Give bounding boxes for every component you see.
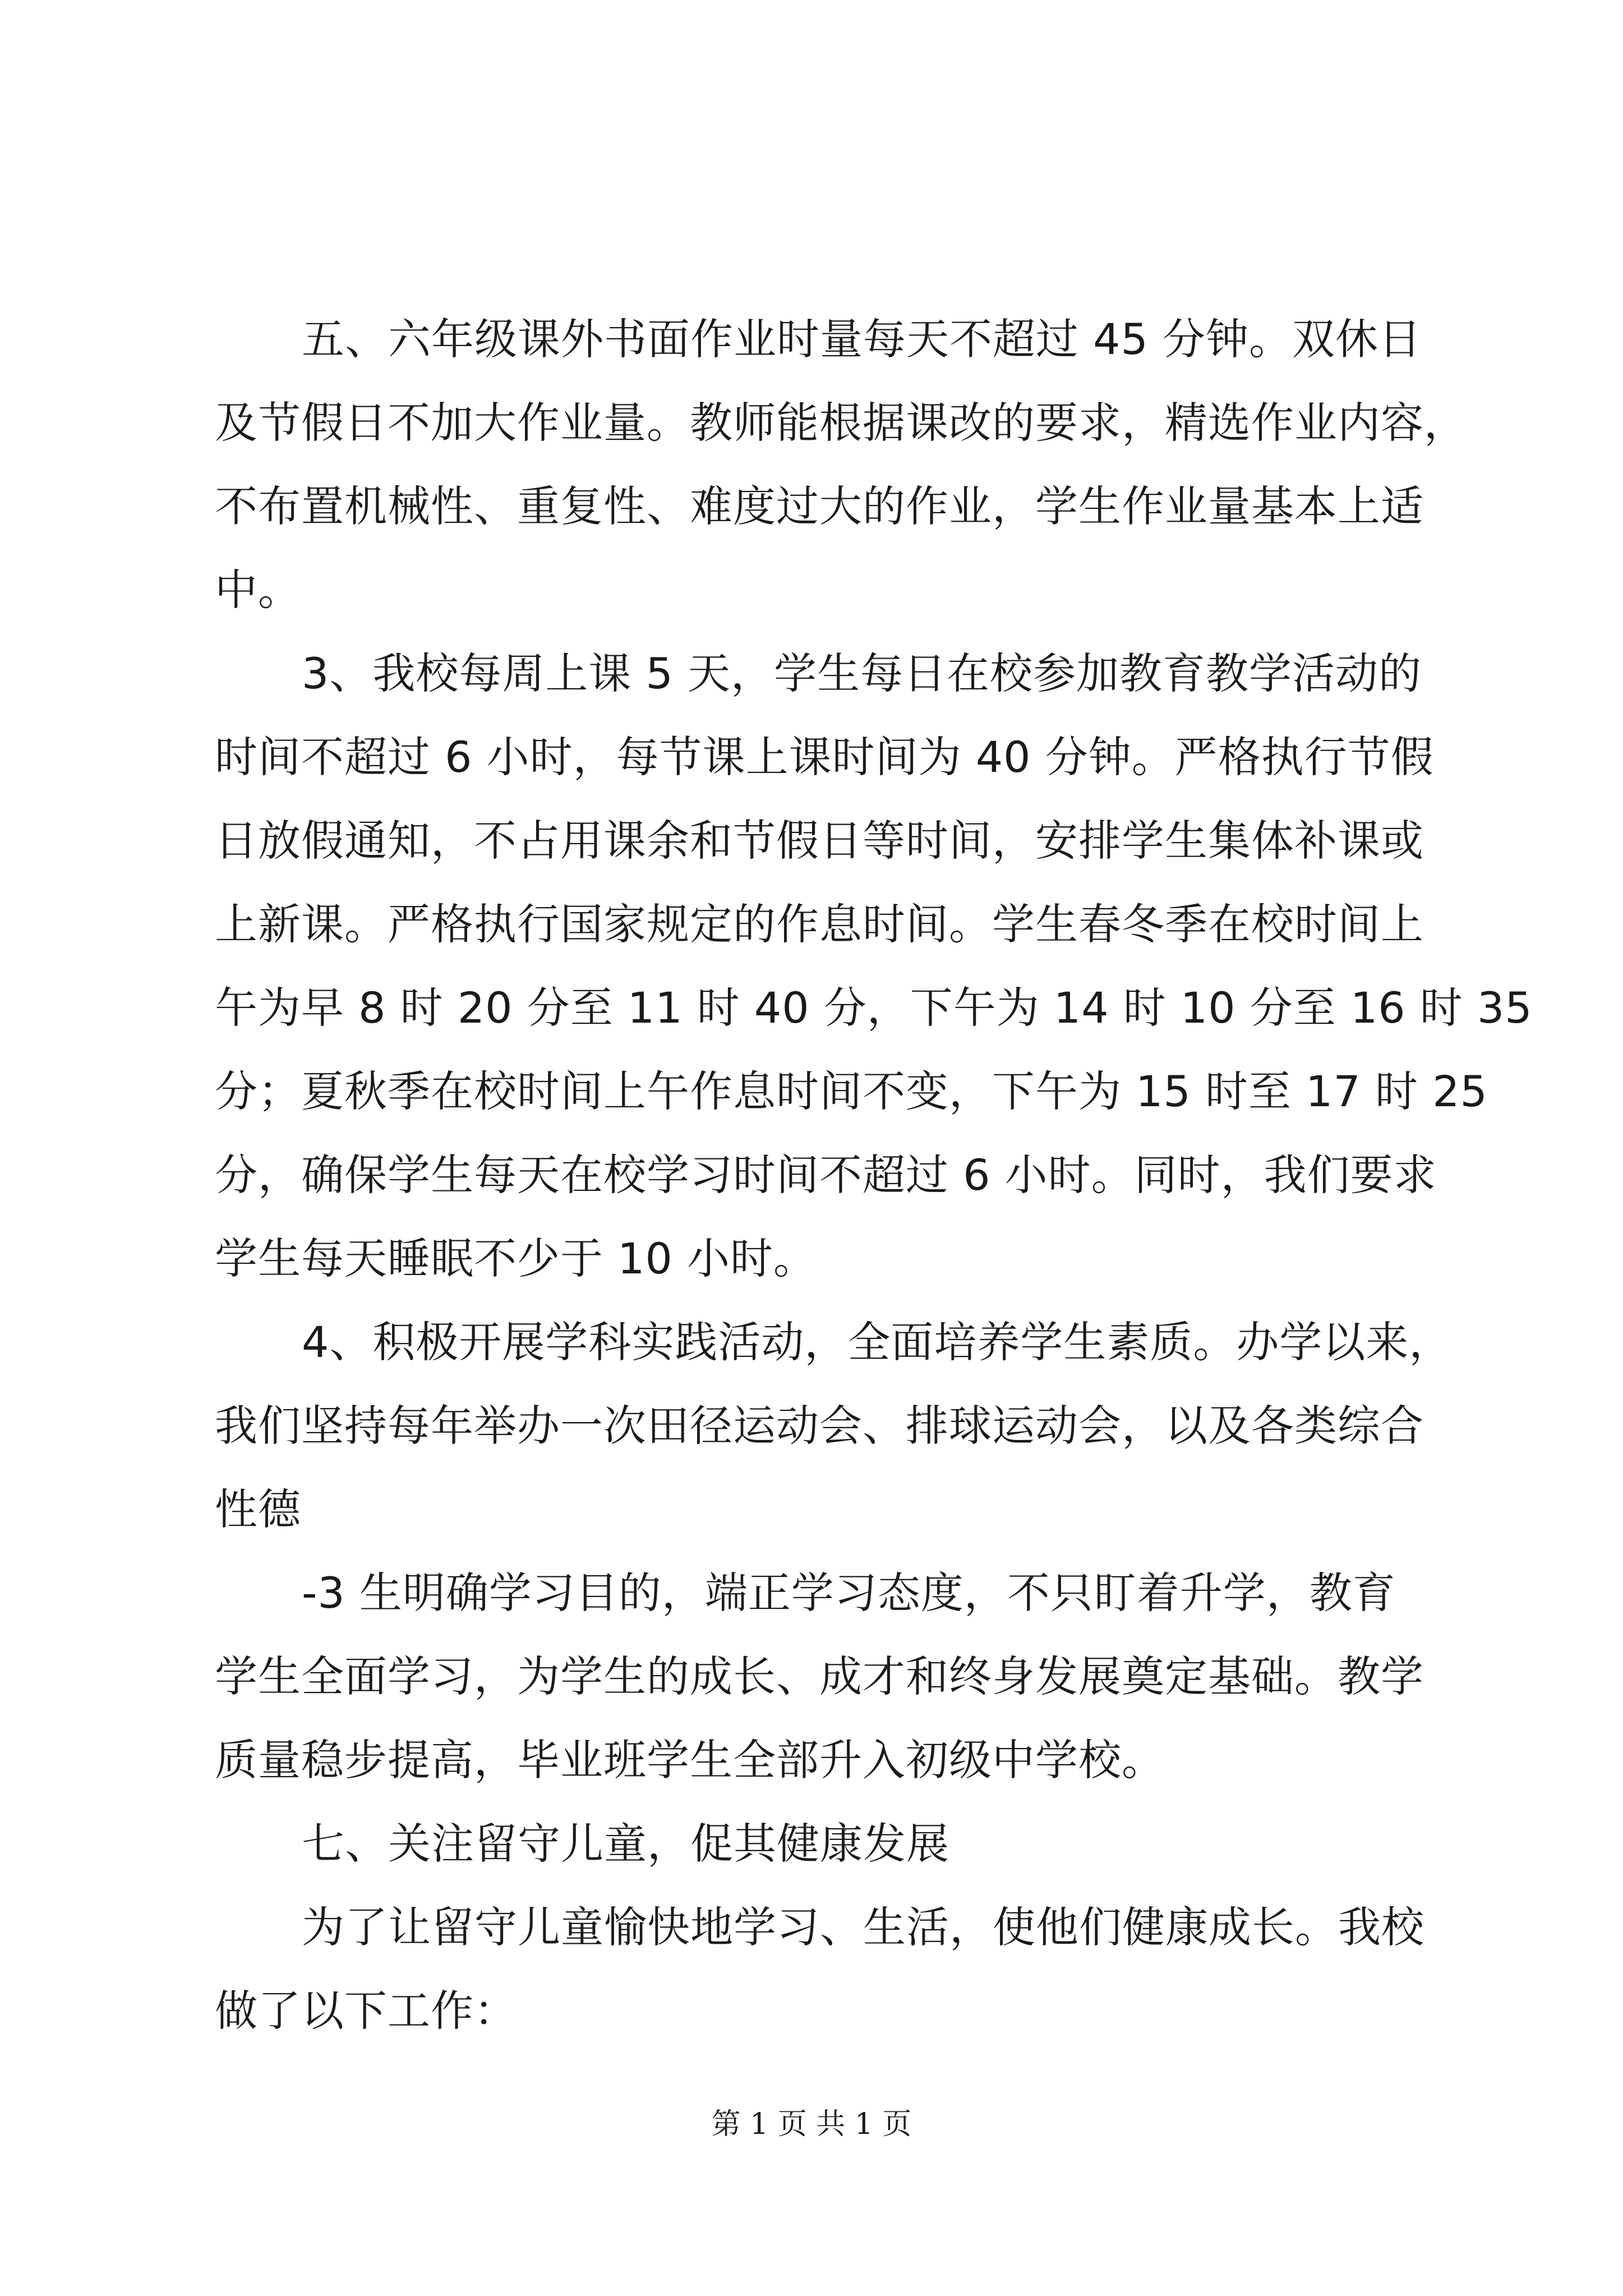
paragraph-5-line-1: 为了让留守儿童愉快地学习、生活，使他们健康成长。我校 — [302, 1902, 1424, 1952]
paragraph-4-line-1: -3 生明确学习目的，端正学习态度，不只盯着升学，教育 — [302, 1568, 1396, 1618]
paragraph-2-line-5: 午为早 8 时 20 分至 11 时 40 分，下午为 14 时 10 分至 16 时 35 — [215, 983, 1533, 1033]
paragraph-4-line-3: 质量稳步提高，毕业班学生全部升入初级中学校。 — [215, 1735, 1165, 1785]
paragraph-1-line-4: 中。 — [215, 565, 301, 615]
paragraph-2-line-1: 3、我校每周上课 5 天，学生每日在校参加教育教学活动的 — [302, 648, 1422, 698]
paragraph-3-line-1: 4、积极开展学科实践活动，全面培养学生素质。办学以来， — [302, 1317, 1453, 1367]
paragraph-2-line-8: 学生每天睡眠不少于 10 小时。 — [215, 1234, 817, 1283]
paragraph-2-line-3: 日放假通知，不占用课余和节假日等时间，安排学生集体补课或 — [215, 816, 1424, 866]
paragraph-2-line-7: 分，确保学生每天在校学习时间不超过 6 小时。同时，我们要求 — [215, 1150, 1437, 1200]
section-heading-7: 七、关注留守儿童，促其健康发展 — [302, 1819, 949, 1869]
paragraph-3-line-2: 我们坚持每年举办一次田径运动会、排球运动会，以及各类综合 — [215, 1401, 1424, 1451]
paragraph-1-line-2: 及节假日不加大作业量。教师能根据课改的要求，精选作业内容， — [215, 398, 1467, 448]
paragraph-2-line-4: 上新课。严格执行国家规定的作息时间。学生春冬季在校时间上 — [215, 899, 1424, 949]
page-number-footer: 第 1 页 共 1 页 — [711, 2108, 912, 2141]
paragraph-1-line-1: 五、六年级课外书面作业时量每天不超过 45 分钟。双休日 — [302, 314, 1422, 364]
paragraph-5-line-2: 做了以下工作： — [215, 1986, 517, 2036]
paragraph-3-line-3: 性德 — [215, 1484, 301, 1534]
paragraph-1-line-3: 不布置机械性、重复性、难度过大的作业，学生作业量基本上适 — [215, 481, 1424, 531]
paragraph-2-line-6: 分；夏秋季在校时间上午作息时间不变，下午为 15 时至 17 时 25 — [215, 1066, 1488, 1116]
paragraph-2-line-2: 时间不超过 6 小时，每节课上课时间为 40 分钟。严格执行节假 — [215, 732, 1434, 782]
paragraph-4-line-2: 学生全面学习，为学生的成长、成才和终身发展奠定基础。教学 — [215, 1651, 1424, 1701]
